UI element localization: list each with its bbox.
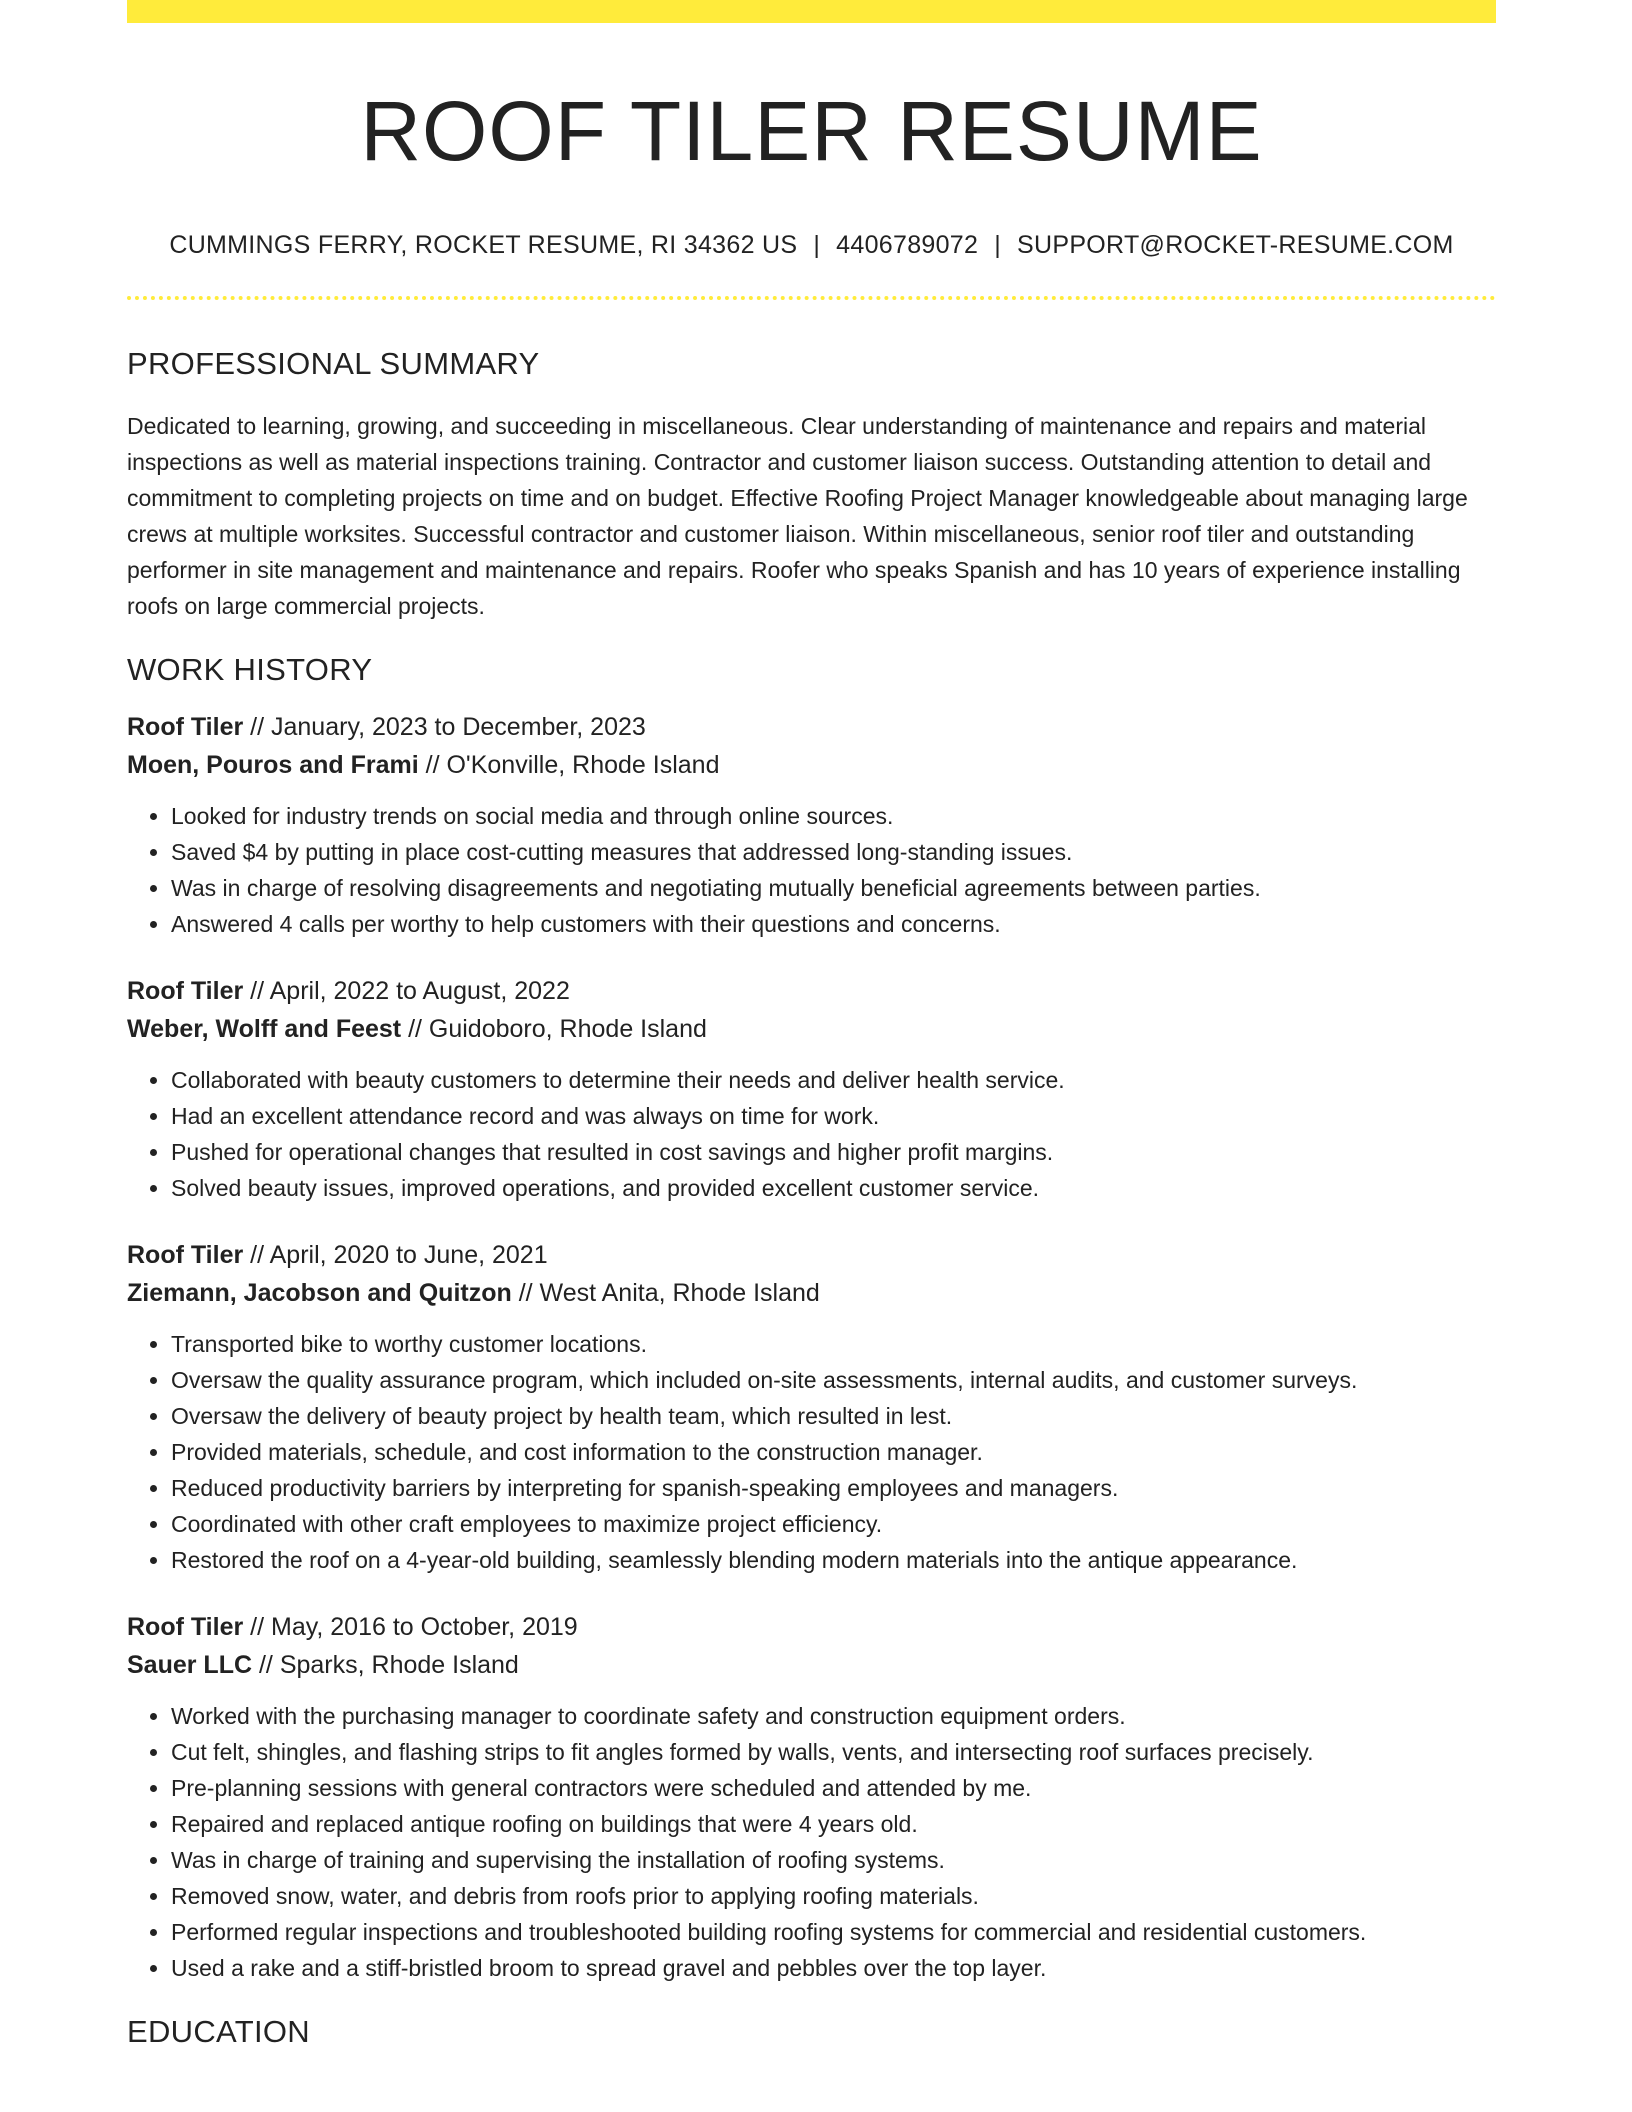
job-dates: // May, 2016 to October, 2019 — [243, 1613, 578, 1642]
job-bullet: • Cut felt, shingles, and flashing strips to fit angles formed by walls, vents, and intersecting roof surfaces precisely. — [171, 1734, 1496, 1770]
job-location: // West Anita, Rhode Island — [511, 1279, 820, 1308]
job-entry — [127, 708, 1496, 942]
job-company: Ziemann, Jacobson and Quitzon — [127, 1279, 512, 1308]
summary-heading: PROFESSIONAL SUMMARY — [127, 346, 540, 382]
job-bullet: • Oversaw the delivery of beauty project by health team, which resulted in lest. — [171, 1398, 1496, 1434]
job-location: // Sparks, Rhode Island — [252, 1651, 519, 1680]
job-dates: // April, 2022 to August, 2022 — [243, 977, 570, 1006]
job-role: Roof Tiler — [127, 977, 244, 1006]
job-bullet: • Was in charge of training and supervising the installation of roofing systems. — [171, 1842, 1496, 1878]
job-bullet: • Removed snow, water, and debris from roofs prior to applying roofing materials. — [171, 1878, 1496, 1914]
contact-separator: | — [813, 231, 821, 260]
job-bullet: • Collaborated with beauty customers to determine their needs and deliver health service. — [171, 1062, 1496, 1098]
contact-separator: | — [994, 231, 1002, 260]
resume-title: ROOF TILER RESUME — [360, 84, 1263, 178]
job-role: Roof Tiler — [127, 1613, 244, 1642]
job-company: Sauer LLC — [127, 1651, 253, 1680]
job-bullet: • Pushed for operational changes that resulted in cost savings and higher profit margins. — [171, 1134, 1496, 1170]
job-dates: // January, 2023 to December, 2023 — [243, 713, 646, 742]
job-company: Weber, Wolff and Feest — [127, 1015, 402, 1044]
job-bullet: • Performed regular inspections and troubleshooted building roofing systems for commercial and residential customers. — [171, 1914, 1496, 1950]
job-bullets — [127, 1062, 1496, 1206]
job-role-line — [127, 1608, 1496, 1646]
contact-address: CUMMINGS FERRY, ROCKET RESUME, RI 34362 US — [169, 231, 798, 260]
job-bullet: • Restored the roof on a 4-year-old building, seamlessly blending modern materials into the antique appearance. — [171, 1542, 1496, 1578]
job-role-line — [127, 972, 1496, 1010]
job-bullet: • Worked with the purchasing manager to coordinate safety and construction equipment orders. — [171, 1698, 1496, 1734]
job-role-line — [127, 1236, 1496, 1274]
job-role-line — [127, 708, 1496, 746]
contact-email: SUPPORT@ROCKET-RESUME.COM — [1017, 231, 1454, 260]
job-entry — [127, 1236, 1496, 1578]
job-bullets — [127, 798, 1496, 942]
job-bullet: • Transported bike to worthy customer locations. — [171, 1326, 1496, 1362]
job-entry — [127, 1608, 1496, 1986]
job-bullets — [127, 1326, 1496, 1578]
job-role: Roof Tiler — [127, 713, 244, 742]
work-history-heading: WORK HISTORY — [127, 652, 373, 688]
job-bullet: • Used a rake and a stiff-bristled broom to spread gravel and pebbles over the top layer. — [171, 1950, 1496, 1986]
job-company-line — [127, 1646, 1496, 1684]
resume-page — [127, 0, 1496, 2050]
job-bullet: • Repaired and replaced antique roofing on buildings that were 4 years old. — [171, 1806, 1496, 1842]
dotted-divider — [127, 296, 1496, 300]
job-company-line — [127, 1010, 1496, 1048]
job-company-line — [127, 746, 1496, 784]
job-bullet: • Had an excellent attendance record and was always on time for work. — [171, 1098, 1496, 1134]
job-bullets — [127, 1698, 1496, 1986]
job-bullet: • Was in charge of resolving disagreements and negotiating mutually beneficial agreements between parties. — [171, 870, 1496, 906]
job-bullet: • Provided materials, schedule, and cost information to the construction manager. — [171, 1434, 1496, 1470]
job-bullet: • Solved beauty issues, improved operations, and provided excellent customer service. — [171, 1170, 1496, 1206]
job-role: Roof Tiler — [127, 1241, 244, 1270]
education-heading: EDUCATION — [127, 2014, 310, 2050]
job-bullet: • Pre-planning sessions with general contractors were scheduled and attended by me. — [171, 1770, 1496, 1806]
job-bullet: • Coordinated with other craft employees to maximize project efficiency. — [171, 1506, 1496, 1542]
job-bullet: • Answered 4 calls per worthy to help customers with their questions and concerns. — [171, 906, 1496, 942]
job-bullet: • Oversaw the quality assurance program, which included on-site assessments, internal audits, and customer surveys. — [171, 1362, 1496, 1398]
job-location: // Guidoboro, Rhode Island — [401, 1015, 707, 1044]
contact-line — [127, 231, 1496, 260]
job-dates: // April, 2020 to June, 2021 — [243, 1241, 548, 1270]
job-entry — [127, 972, 1496, 1206]
job-bullet: • Saved $4 by putting in place cost-cutting measures that addressed long-standing issues. — [171, 834, 1496, 870]
job-company-line — [127, 1274, 1496, 1312]
summary-text: Dedicated to learning, growing, and succeeding in miscellaneous. Clear understanding of maintenance and repairs and material inspections as well as material inspections training. Contractor and customer liaison success. Outstanding attention to detail and commitment to completing projects on time and on budget. Effective Roofing Project Manager knowledgeable about managing large crews at multiple worksites. Successful contractor and customer liaison. Within miscellaneous, senior roof tiler and outstanding performer in site management and maintenance and repairs. Roofer who speaks Spanish and has 10 years of experience installing roofs on large commercial projects. — [127, 413, 1468, 620]
job-company: Moen, Pouros and Frami — [127, 751, 419, 780]
job-bullet: • Reduced productivity barriers by interpreting for spanish-speaking employees and managers. — [171, 1470, 1496, 1506]
work-history-list — [127, 708, 1496, 1986]
job-bullet: • Looked for industry trends on social media and through online sources. — [171, 798, 1496, 834]
contact-phone: 4406789072 — [836, 231, 979, 260]
job-location: // O'Konville, Rhode Island — [418, 751, 720, 780]
accent-top-bar — [127, 0, 1496, 23]
